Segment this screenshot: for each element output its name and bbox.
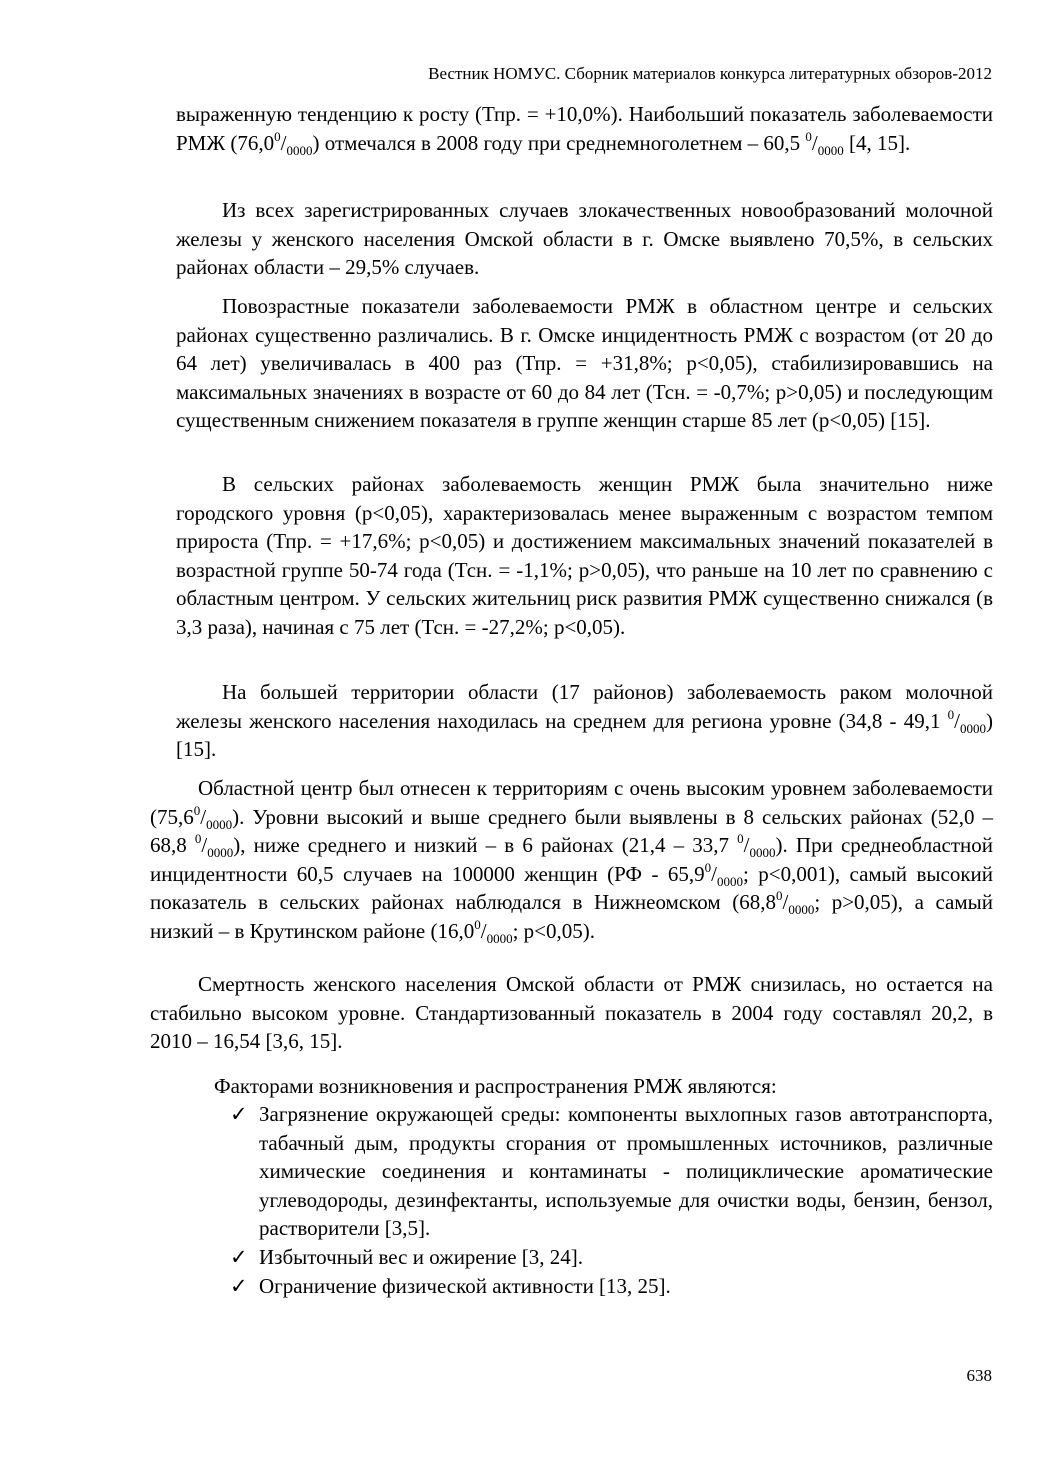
running-header: Вестник НОМУС. Сборник материалов конкурса литературных обзоров-2012 bbox=[428, 64, 992, 83]
paragraph-age-rates: Повозрастные показатели заболеваемости РМЖ в областном центре и сельских районах существенно различались. В г. Омске инцидентность РМЖ с возрастом (от 20 до 64 лет) увеличивалась в 400 раз (Тпр. = +31,8%; p<0,05), стабилизировавшись на максимальных значениях в возрасте от 60 до 84 лет (Тсн. = -0,7%; p>0,05) и последующим существенным снижением показателя в группе женщин старше 85 лет (p<0,05) [15]. bbox=[176, 294, 993, 433]
list-item: ✓ Загрязнение окружающей среды: компоненты выхлопных газов автотранспорта, табачный дым, продукты сгорания от промышленных источников, различные химические соединения и контаминаты - полициклические ароматические углеводороды, дезинфектанты, используемые для очистки воды, бензин, бензол, растворители [3,5]. bbox=[230, 1102, 993, 1241]
page-number: 638 bbox=[966, 1366, 992, 1385]
paragraph-regional-center: Областной центр был отнесен к территориям с очень высоким уровнем заболеваемости $(75,6^0/_{0000})$. Уровни высокий и выше среднего были выявлены в 8 сельских районах (52,0 – 68,8 $^0/_{0000}$), ниже среднего и низкий – в 6 районах (21,4 – 33,7 $^0/_{0000}$). При среднеобластной инцидентности 60,5 случаев на 100000 женщин ($РФ - 65,9^0/_{0000}$; p<0,001), самый высокий показатель в сельских районах наблюдался в Нижнеомском ($68,8^0/_{0000}$; p>0,05), а самый низкий – в Крутинском районе ($16,0^0/_{0000}$; p<0,05). bbox=[150, 776, 994, 947]
factors-list bbox=[226, 1100, 993, 1300]
paragraph-rural-districts: В сельских районах заболеваемость женщин РМЖ была значительно ниже городского уровня (p<0,05), характеризовалась менее выраженным с возрастом темпом прироста (Тпр. = +17,6%; p<0,05) и достижением максимальных значений показателей в возрастной группе 50-74 года (Тсн. = -1,1%; p>0,05), что раньше на 10 лет по сравнению с областным центром. У сельских жительниц риск развития РМЖ существенно снижался (в 3,3 раза), начиная с 75 лет (Тсн. = -27,2%; p<0,05). bbox=[176, 472, 993, 639]
paragraph-mortality: Смертность женского населения Омской области от РМЖ снизилась, но остается на стабильно высоком уровне. Стандартизованный показатель в 2004 году составлял 20,2, в 2010 – 16,54 [3,6, 15]. bbox=[150, 972, 993, 1054]
paragraph-registered-cases: Из всех зарегистрированных случаев злокачественных новообразований молочной железы у женского населения Омской области в г. Омске выявлено 70,5%, в сельских районах области – 29,5% случаев. bbox=[176, 198, 993, 280]
list-item: ✓ Избыточный вес и ожирение [3, 24]. bbox=[226, 1243, 993, 1272]
list-item: ✓ Ограничение физической активности [13, 25]. bbox=[226, 1272, 993, 1301]
checkmark-icon: ✓ bbox=[230, 1244, 248, 1269]
checkmark-icon: ✓ bbox=[230, 1273, 248, 1298]
factors-intro: Факторами возникновения и распространения РМЖ являются: bbox=[214, 1074, 777, 1098]
checkmark-icon: ✓ bbox=[230, 1102, 248, 1126]
paragraph-incidence-trend: выраженную тенденцию к росту (Тпр. = +10,0%). Наибольший показатель заболеваемости РМЖ $(76,0^0/_{0000})$ отмечался в 2008 году при среднемноголетнем – 60,5 $^0/_{0000}$ [4, 15]. bbox=[176, 102, 993, 158]
paragraph-region-territory: На большей территории области (17 районов) заболеваемость раком молочной железы женского населения находилась на среднем для региона уровне (34,8 - 49,1 $^0/_{0000}$) [15]. bbox=[176, 680, 993, 762]
